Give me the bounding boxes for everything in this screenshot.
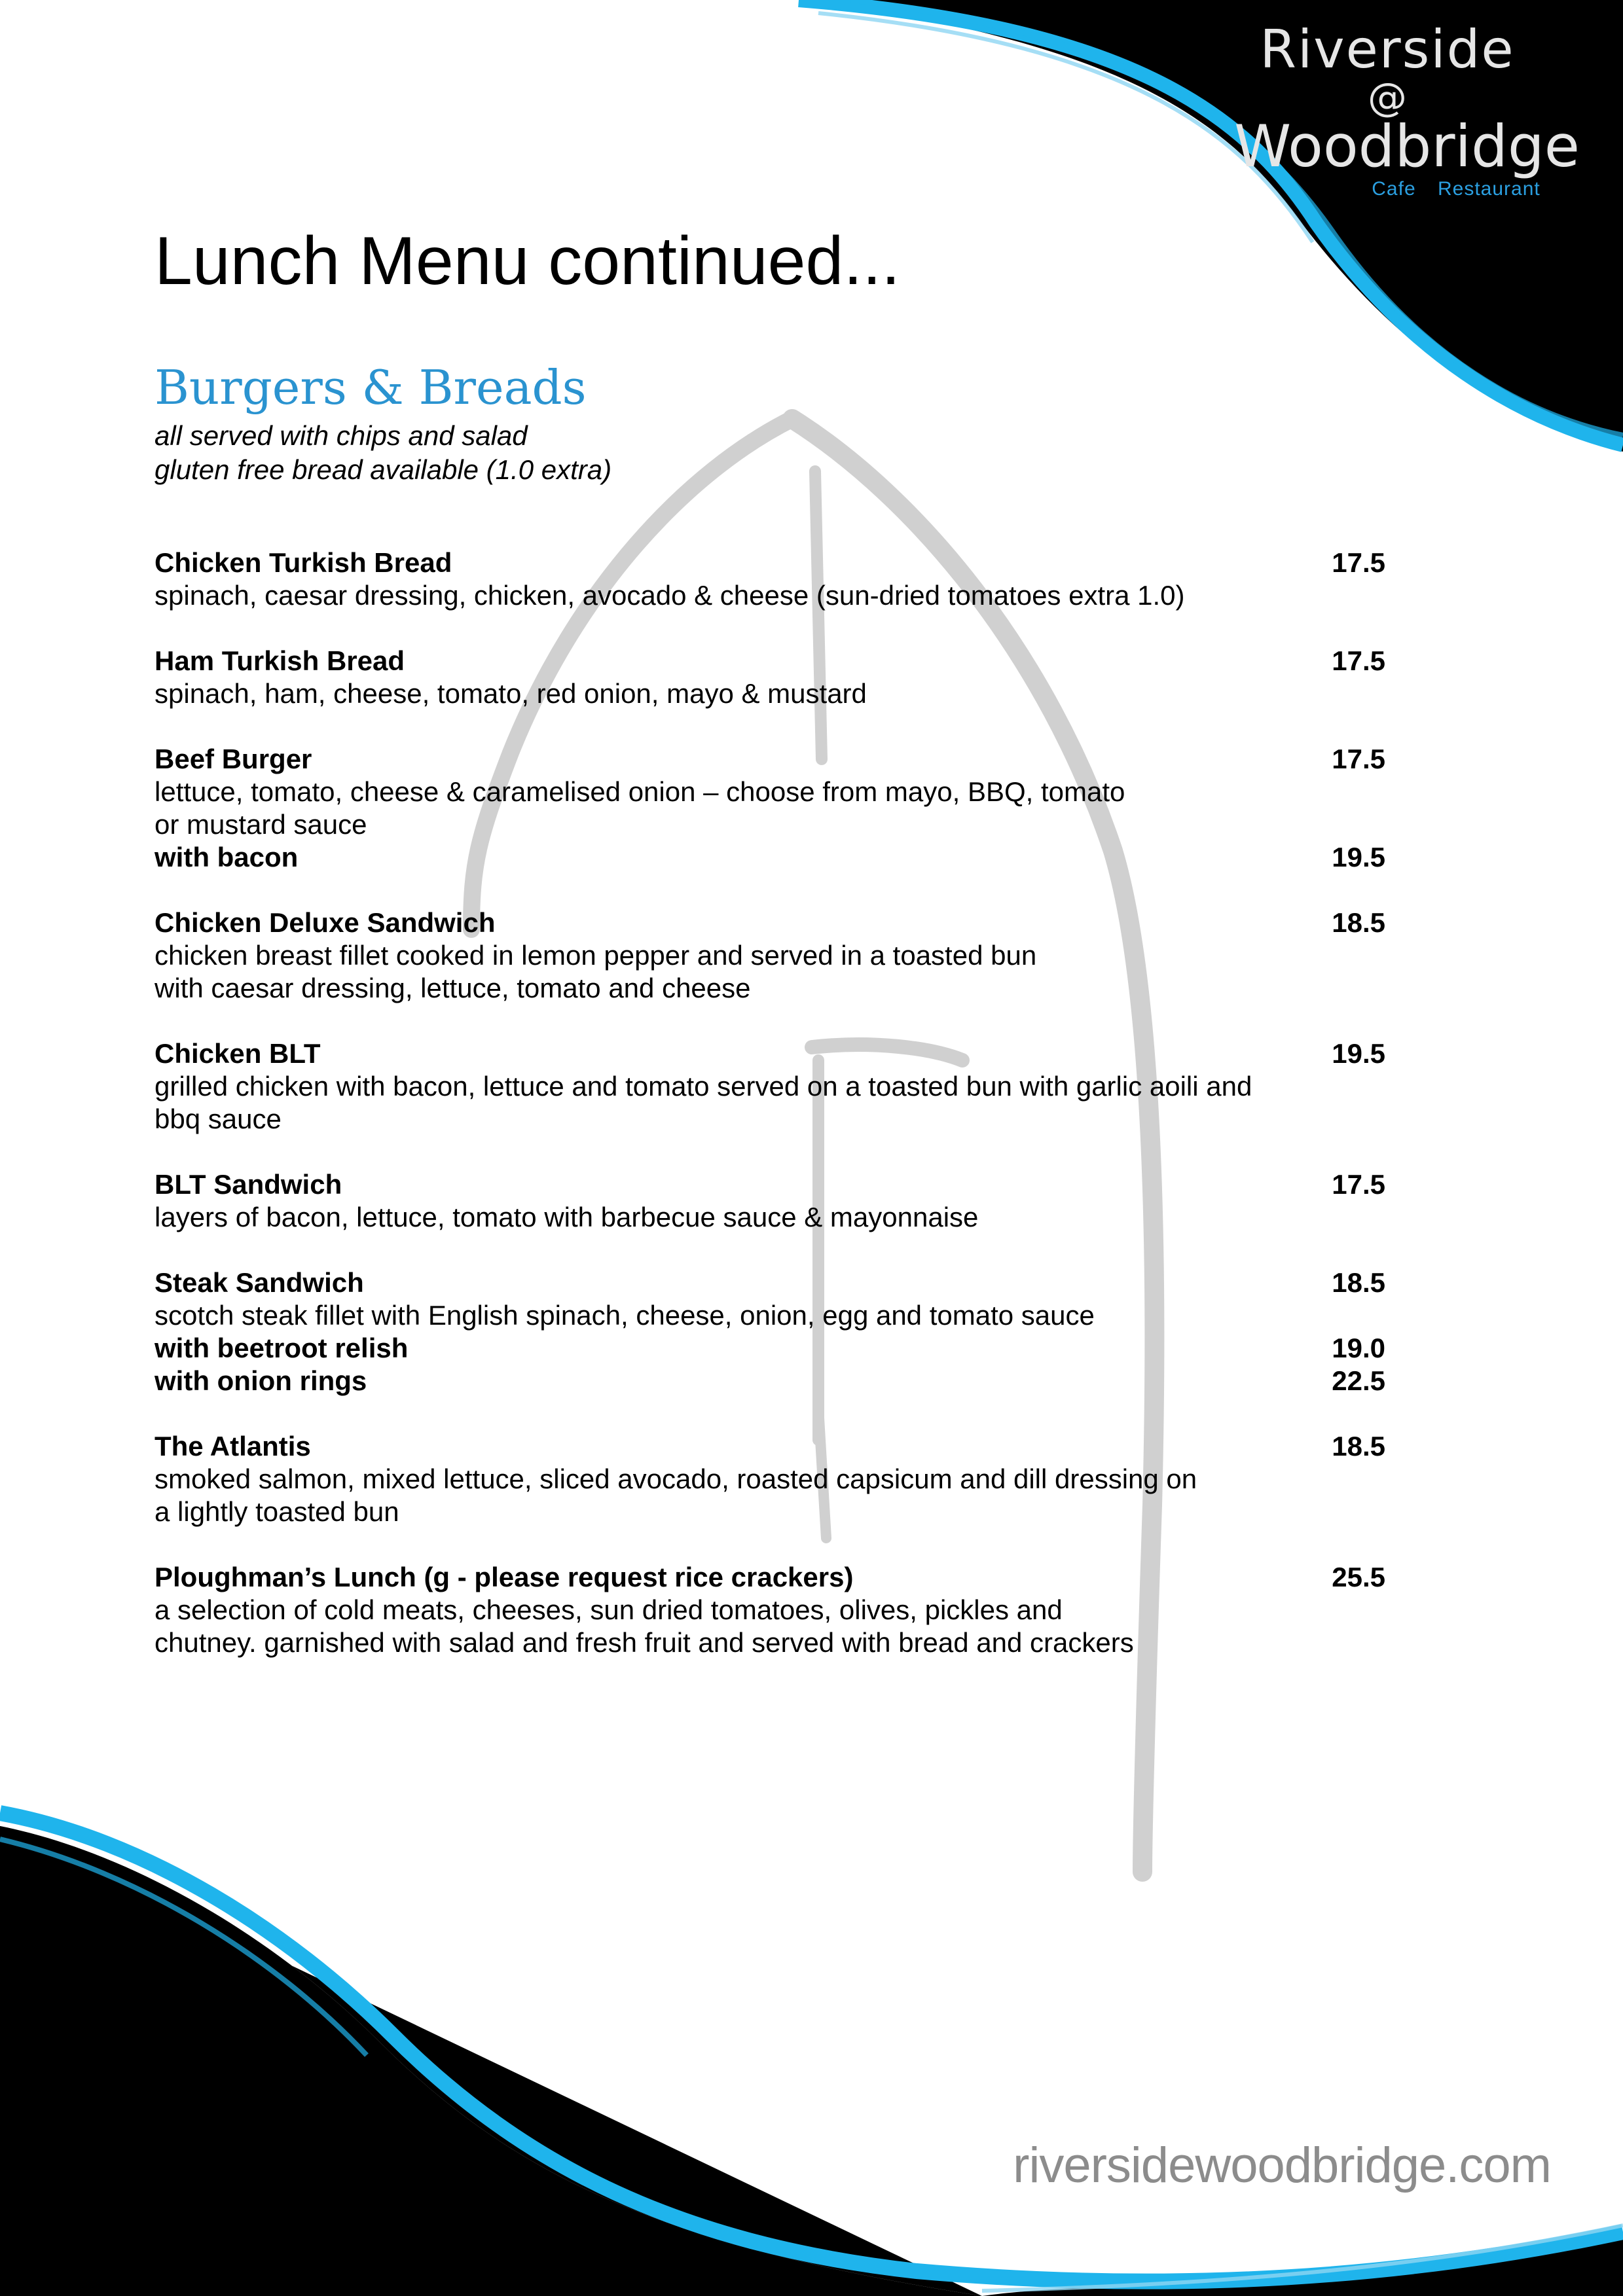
menu-item-option-name: with bacon bbox=[155, 842, 299, 872]
menu-item-header bbox=[155, 1561, 1385, 1594]
menu-item-price: 19.5 bbox=[1332, 1038, 1385, 1069]
menu-item bbox=[155, 1561, 1385, 1659]
menu-item-option bbox=[155, 1332, 1385, 1365]
section-note: all served with chips and salad bbox=[155, 420, 528, 451]
menu-item-price: 17.5 bbox=[1332, 744, 1385, 774]
menu-item-description: layers of bacon, lettuce, tomato with barbecue sauce & mayonnaise bbox=[155, 1202, 979, 1232]
menu-item-header bbox=[155, 1168, 1385, 1201]
menu-item-description: a lightly toasted bun bbox=[155, 1496, 399, 1527]
menu-item-description: or mustard sauce bbox=[155, 809, 367, 840]
logo-line-riverside: Riverside bbox=[1260, 19, 1515, 80]
menu-item-name: Ploughman’s Lunch (g - please request rice crackers) bbox=[155, 1562, 854, 1592]
menu-item-price: 18.5 bbox=[1332, 1431, 1385, 1462]
menu-items-list bbox=[155, 547, 1385, 1692]
menu-item-description: lettuce, tomato, cheese & caramelised onion – choose from mayo, BBQ, tomato bbox=[155, 776, 1125, 807]
menu-item bbox=[155, 743, 1385, 874]
menu-item-name: Chicken Deluxe Sandwich bbox=[155, 907, 496, 938]
menu-item-price: 18.5 bbox=[1332, 1267, 1385, 1298]
logo-line-woodbridge: Woodbridge bbox=[1234, 113, 1580, 180]
section-note: gluten free bread available (1.0 extra) bbox=[155, 454, 612, 485]
menu-item-name: Steak Sandwich bbox=[155, 1267, 364, 1298]
menu-item-description: chutney. garnished with salad and fresh fruit and served with bread and crackers bbox=[155, 1627, 1134, 1658]
section-notes bbox=[155, 419, 611, 487]
menu-item-name: Chicken Turkish Bread bbox=[155, 547, 452, 578]
restaurant-logo bbox=[1178, 20, 1597, 200]
menu-item-price: 25.5 bbox=[1332, 1562, 1385, 1592]
menu-item-price: 17.5 bbox=[1332, 547, 1385, 578]
menu-item-option-price: 22.5 bbox=[1332, 1365, 1385, 1396]
menu-item-header bbox=[155, 547, 1385, 579]
menu-item bbox=[155, 645, 1385, 710]
menu-item-description: with caesar dressing, lettuce, tomato and cheese bbox=[155, 973, 751, 1003]
page-title: Lunch Menu continued... bbox=[155, 223, 901, 299]
menu-item-price: 18.5 bbox=[1332, 907, 1385, 938]
menu-item-header bbox=[155, 1037, 1385, 1070]
menu-item bbox=[155, 906, 1385, 1005]
menu-item-name: BLT Sandwich bbox=[155, 1169, 342, 1200]
menu-item-name: The Atlantis bbox=[155, 1431, 311, 1462]
menu-item-option bbox=[155, 841, 1385, 874]
menu-item bbox=[155, 1430, 1385, 1528]
menu-item-header bbox=[155, 1266, 1385, 1299]
menu-item-description: bbq sauce bbox=[155, 1103, 282, 1134]
menu-item-option-price: 19.5 bbox=[1332, 842, 1385, 872]
menu-item-description: scotch steak fillet with English spinach, cheese, onion, egg and tomato sauce bbox=[155, 1300, 1095, 1331]
menu-item bbox=[155, 1266, 1385, 1397]
section-title: Burgers & Breads bbox=[155, 360, 587, 415]
menu-item-header bbox=[155, 743, 1385, 776]
menu-item bbox=[155, 547, 1385, 612]
menu-item-header bbox=[155, 1430, 1385, 1463]
logo-line-at: @ bbox=[1368, 75, 1407, 120]
menu-item-name: Chicken BLT bbox=[155, 1038, 321, 1069]
website-url: riversidewoodbridge.com bbox=[1013, 2138, 1551, 2193]
menu-item-option-price: 19.0 bbox=[1332, 1333, 1385, 1363]
menu-item-name: Ham Turkish Bread bbox=[155, 645, 405, 676]
menu-item-option bbox=[155, 1365, 1385, 1397]
logo-line-tagline: Cafe Restaurant bbox=[1372, 178, 1541, 200]
menu-item bbox=[155, 1037, 1385, 1136]
menu-item-option-name: with onion rings bbox=[155, 1365, 367, 1396]
menu-item-description: spinach, caesar dressing, chicken, avocado & cheese (sun-dried tomatoes extra 1.0) bbox=[155, 580, 1185, 611]
menu-item-description: spinach, ham, cheese, tomato, red onion, mayo & mustard bbox=[155, 678, 867, 709]
menu-item-description: grilled chicken with bacon, lettuce and tomato served on a toasted bun with garlic aoili and bbox=[155, 1071, 1252, 1102]
menu-item-header bbox=[155, 645, 1385, 677]
menu-item bbox=[155, 1168, 1385, 1234]
menu-item-price: 17.5 bbox=[1332, 645, 1385, 676]
menu-item-description: smoked salmon, mixed lettuce, sliced avocado, roasted capsicum and dill dressing on bbox=[155, 1463, 1197, 1494]
menu-item-name: Beef Burger bbox=[155, 744, 312, 774]
menu-item-header bbox=[155, 906, 1385, 939]
menu-item-option-name: with beetroot relish bbox=[155, 1333, 409, 1363]
menu-item-price: 17.5 bbox=[1332, 1169, 1385, 1200]
menu-item-description: a selection of cold meats, cheeses, sun dried tomatoes, olives, pickles and bbox=[155, 1594, 1063, 1625]
menu-item-description: chicken breast fillet cooked in lemon pepper and served in a toasted bun bbox=[155, 940, 1037, 971]
